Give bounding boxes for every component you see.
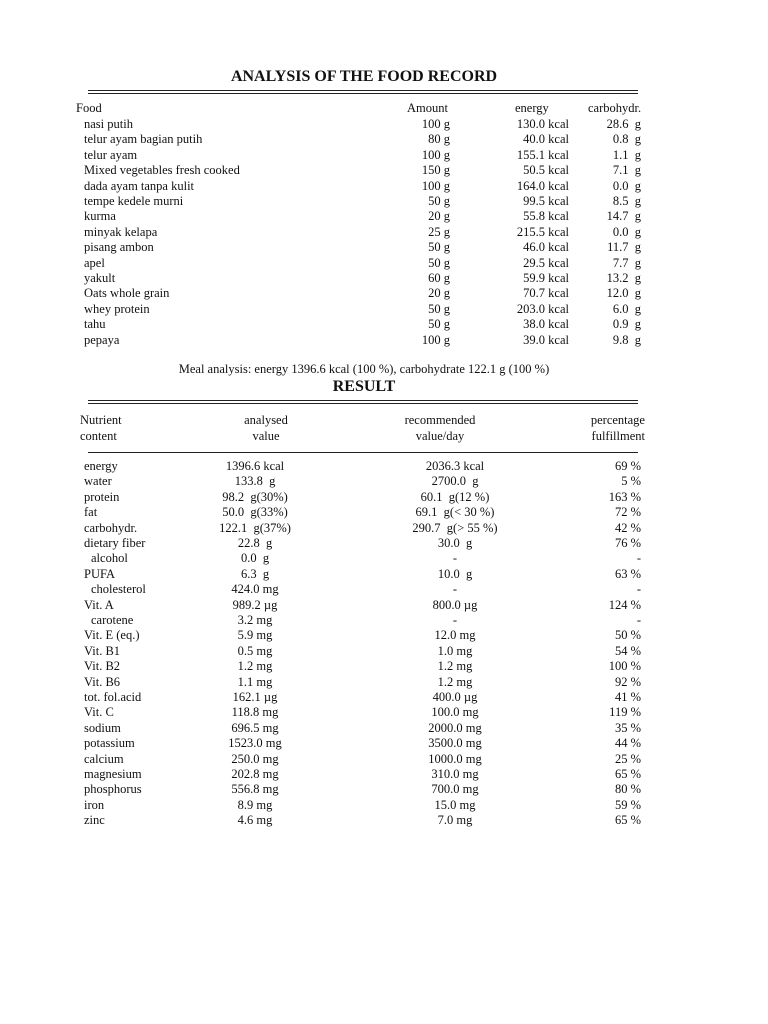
food-carbohydrate: 11.7 g: [607, 240, 641, 255]
percentage-value: 80 %: [614, 782, 641, 797]
food-energy: 50.5 kcal: [523, 163, 569, 178]
food-amount: 20 g: [428, 286, 450, 301]
recommended-value: 2036.3 kcal: [425, 459, 485, 473]
recommended-value: 69.1 g(< 30 %): [415, 505, 495, 520]
recommended-value: 1000.0 mg: [428, 751, 482, 766]
analysed-value: 5.9 mg: [237, 628, 273, 643]
recommended-header: recommended: [404, 413, 476, 427]
analysed-value: 8.9 mg: [237, 797, 273, 812]
analysed-value: 989.2 µg: [232, 597, 278, 612]
energy-header: energy: [515, 101, 549, 115]
food-energy: 203.0 kcal: [516, 301, 569, 316]
analysed-value: 162.1 µg: [232, 690, 278, 704]
food-amount: 50 g: [428, 240, 450, 255]
percentage-value: 59 %: [614, 797, 641, 812]
food-carbohydrate: 7.7 g: [612, 255, 641, 270]
recommended-header-2: value/day: [415, 429, 465, 443]
amount-header: Amount: [407, 101, 448, 115]
food-name: nasi putih: [84, 117, 133, 131]
food-carbohydrate: 0.8 g: [612, 132, 641, 147]
food-energy: 155.1 kcal: [516, 147, 569, 162]
recommended-value: 1.2 mg: [437, 674, 473, 689]
recommended-value: -: [452, 613, 458, 627]
analysed-value: 556.8 mg: [231, 782, 279, 797]
food-amount: 100 g: [421, 178, 450, 193]
nutrient-header-2: content: [80, 429, 117, 443]
recommended-value: 15.0 mg: [434, 797, 476, 812]
recommended-value: 3500.0 mg: [428, 736, 482, 751]
food-carbohydrate: 0.0 g: [612, 178, 641, 193]
food-energy: 40.0 kcal: [523, 132, 569, 147]
analysed-value: 122.1 g(37%): [219, 520, 291, 535]
food-name: telur ayam bagian putih: [84, 132, 203, 147]
nutrient-name: water: [84, 474, 112, 489]
food-amount: 20 g: [428, 209, 450, 224]
analysed-header: analysed: [244, 413, 288, 427]
nutrient-name: tot. fol.acid: [84, 690, 142, 704]
food-record-title: ANALYSIS OF THE FOOD RECORD: [230, 68, 498, 85]
percentage-value: 65 %: [614, 767, 641, 781]
analysed-value: 1396.6 kcal: [225, 459, 285, 473]
carbohydrate-header: carbohydr.: [588, 101, 642, 115]
analysed-value: 1.2 mg: [237, 659, 273, 674]
result-double-rule: [88, 400, 638, 404]
recommended-value: 30.0 g: [437, 536, 473, 550]
recommended-value: 310.0 mg: [431, 767, 479, 781]
recommended-value: 800.0 µg: [432, 597, 478, 612]
nutrient-name: magnesium: [84, 767, 142, 781]
recommended-value: 1.0 mg: [437, 643, 473, 658]
analysed-value: 0.0 g: [240, 551, 270, 566]
food-amount: 25 g: [428, 224, 450, 239]
recommended-value: 2000.0 mg: [428, 720, 482, 735]
analysed-value: 98.2 g(30%): [222, 489, 288, 504]
analysed-value: 250.0 mg: [231, 751, 279, 766]
nutrient-name: carotene: [91, 613, 134, 627]
percentage-value: 50 %: [614, 628, 641, 643]
nutrient-name: carbohydr.: [84, 520, 138, 535]
percentage-value: 63 %: [614, 566, 641, 581]
food-amount: 100 g: [421, 332, 450, 347]
percentage-value: 100 %: [608, 659, 641, 674]
nutrient-name: iron: [84, 797, 105, 812]
nutrient-name: Vit. B6: [84, 674, 121, 689]
percentage-value: 124 %: [608, 597, 641, 612]
analysed-value: 1523.0 mg: [228, 736, 282, 751]
result-header-rule: [88, 452, 638, 453]
percentage-value: 54 %: [614, 643, 641, 658]
food-name: apel: [84, 255, 105, 270]
nutrient-name: protein: [84, 489, 120, 504]
nutrient-name: fat: [84, 505, 98, 520]
food-name: whey protein: [84, 301, 150, 316]
percentage-value: -: [636, 613, 641, 627]
percentage-value: 25 %: [614, 751, 641, 766]
percentage-value: 44 %: [614, 736, 641, 751]
title-double-rule: [88, 90, 638, 94]
recommended-value: 700.0 mg: [431, 782, 479, 797]
food-carbohydrate: 13.2 g: [606, 271, 641, 285]
food-carbohydrate: 12.0 g: [606, 286, 641, 301]
analysed-header-2: value: [252, 429, 280, 443]
recommended-value: 2700.0 g: [431, 474, 479, 489]
food-energy: 46.0 kcal: [523, 240, 569, 255]
percentage-header: percentage: [590, 413, 645, 427]
nutrient-name: zinc: [84, 813, 105, 828]
analysed-value: 0.5 mg: [237, 643, 273, 658]
analysed-value: 3.2 mg: [237, 613, 273, 627]
food-amount: 50 g: [428, 194, 450, 208]
nutrient-name: Vit. B2: [84, 659, 121, 674]
food-name: pepaya: [84, 332, 120, 347]
percentage-value: 163 %: [608, 489, 641, 504]
nutrient-name: calcium: [84, 751, 124, 766]
recommended-value: 60.1 g(12 %): [420, 489, 490, 504]
food-energy: 55.8 kcal: [523, 209, 569, 224]
food-energy: 130.0 kcal: [516, 117, 569, 131]
food-name: kurma: [84, 209, 116, 224]
nutrient-name: energy: [84, 459, 118, 473]
food-energy: 70.7 kcal: [523, 286, 569, 301]
nutrient-name: sodium: [84, 720, 121, 735]
food-carbohydrate: 7.1 g: [612, 163, 641, 178]
percentage-value: 65 %: [614, 813, 641, 828]
recommended-value: 7.0 mg: [437, 813, 473, 828]
food-header: Food: [76, 101, 102, 115]
recommended-value: 12.0 mg: [434, 628, 476, 643]
food-amount: 100 g: [421, 147, 450, 162]
percentage-value: 5 %: [621, 474, 641, 489]
percentage-value: -: [636, 582, 641, 597]
food-name: dada ayam tanpa kulit: [84, 178, 195, 193]
food-energy: 39.0 kcal: [523, 332, 569, 347]
food-carbohydrate: 0.0 g: [612, 224, 641, 239]
food-carbohydrate: 0.9 g: [612, 317, 641, 332]
food-carbohydrate: 6.0 g: [612, 301, 641, 316]
food-energy: 38.0 kcal: [523, 317, 569, 332]
nutrient-name: dietary fiber: [84, 536, 146, 550]
food-carbohydrate: 9.8 g: [612, 332, 641, 347]
analysed-value: 133.8 g: [234, 474, 276, 489]
food-energy: 99.5 kcal: [523, 194, 569, 208]
analysed-value: 50.0 g(33%): [222, 505, 288, 520]
food-carbohydrate: 14.7 g: [606, 209, 641, 224]
nutrient-name: alcohol: [91, 551, 128, 566]
food-amount: 150 g: [421, 163, 450, 178]
nutrient-header: Nutrient: [80, 413, 122, 427]
food-name: tahu: [84, 317, 106, 332]
analysed-value: 22.8 g: [237, 536, 273, 550]
food-energy: 59.9 kcal: [523, 271, 569, 285]
percentage-value: 72 %: [614, 505, 641, 520]
percentage-header-2: fulfillment: [591, 429, 645, 443]
analysed-value: 6.3 g: [240, 566, 270, 581]
food-name: minyak kelapa: [84, 224, 158, 239]
recommended-value: -: [452, 582, 458, 597]
nutrient-name: cholesterol: [91, 582, 146, 597]
food-amount: 50 g: [428, 317, 450, 332]
food-name: tempe kedele murni: [84, 194, 184, 208]
food-amount: 60 g: [428, 271, 450, 285]
food-energy: 164.0 kcal: [516, 178, 569, 193]
nutrient-name: Vit. C: [84, 705, 114, 720]
percentage-value: 35 %: [614, 720, 641, 735]
food-energy: 215.5 kcal: [516, 224, 569, 239]
recommended-value: 1.2 mg: [437, 659, 473, 674]
nutrient-name: PUFA: [84, 566, 116, 581]
percentage-value: 76 %: [614, 536, 641, 550]
food-carbohydrate: 8.5 g: [612, 194, 641, 208]
percentage-value: -: [636, 551, 641, 566]
food-name: Oats whole grain: [84, 286, 170, 301]
analysed-value: 424.0 mg: [231, 582, 279, 597]
analysed-value: 4.6 mg: [237, 813, 273, 828]
recommended-value: 10.0 g: [437, 566, 473, 581]
analysed-value: 1.1 mg: [237, 674, 273, 689]
food-amount: 50 g: [428, 301, 450, 316]
nutrient-name: phosphorus: [84, 782, 142, 797]
analysed-value: 696.5 mg: [231, 720, 279, 735]
percentage-value: 41 %: [614, 690, 641, 704]
percentage-value: 42 %: [614, 520, 641, 535]
food-name: telur ayam: [84, 147, 138, 162]
nutrient-name: Vit. E (eq.): [84, 628, 140, 643]
analysed-value: 202.8 mg: [231, 767, 279, 781]
nutrient-name: Vit. B1: [84, 643, 121, 658]
food-name: Mixed vegetables fresh cooked: [84, 163, 240, 178]
recommended-value: 400.0 µg: [432, 690, 478, 704]
food-amount: 100 g: [421, 117, 450, 131]
result-title: RESULT: [332, 378, 396, 395]
recommended-value: 100.0 mg: [431, 705, 479, 720]
recommended-value: -: [452, 551, 458, 566]
meal-analysis: Meal analysis: energy 1396.6 kcal (100 %), carbohydrate 122.1 g (100 %): [178, 362, 550, 376]
food-amount: 80 g: [428, 132, 450, 147]
food-amount: 50 g: [428, 255, 450, 270]
percentage-value: 69 %: [614, 459, 641, 473]
nutrient-name: potassium: [84, 736, 135, 751]
percentage-value: 92 %: [614, 674, 641, 689]
nutrient-name: Vit. A: [84, 597, 114, 612]
food-name: pisang ambon: [84, 240, 154, 255]
food-energy: 29.5 kcal: [523, 255, 569, 270]
percentage-value: 119 %: [609, 705, 641, 720]
food-carbohydrate: 28.6 g: [606, 117, 641, 131]
food-carbohydrate: 1.1 g: [612, 147, 641, 162]
analysed-value: 118.8 mg: [231, 705, 279, 720]
recommended-value: 290.7 g(> 55 %): [412, 520, 498, 535]
food-name: yakult: [84, 271, 116, 285]
